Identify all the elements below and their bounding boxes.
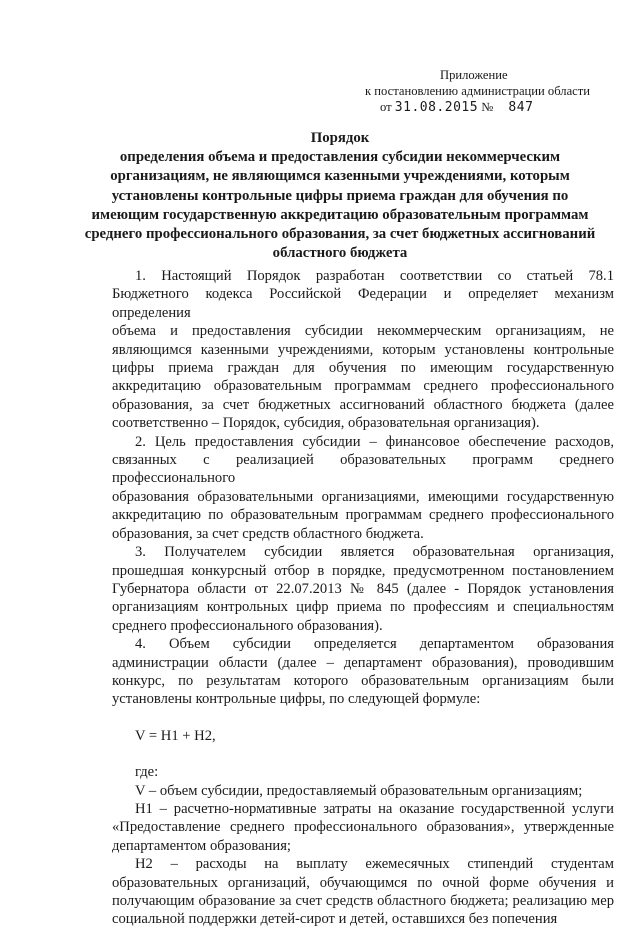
definition [112,800,614,855]
paragraph-line: цифры приема граждан для обучения по имеющим государственную [112,360,614,377]
title-line: областного бюджета [272,245,408,262]
paragraph-line: 2. Цель предоставления субсидии – финансовое обеспечение расходов, [135,433,614,450]
paragraph [112,543,614,635]
where-label: где: [135,764,159,781]
definition-line: V – объем субсидии, предоставляемый образовательным организациям; [135,782,583,799]
paragraph-line: образования образовательными организациями, имеющими государственную [112,488,614,505]
paragraph-line: Бюджетного кодекса Российской Федерации и определяет механизм определения [112,286,614,321]
definition [112,782,614,800]
number-sign: № [481,100,494,114]
paragraph-line: 4. Объем субсидии определяется департаментом образования [135,636,614,653]
resolution-number: 847 [508,100,534,115]
title-heading: Порядок [310,130,370,146]
resolution-date-line [300,99,590,116]
paragraph [112,267,614,433]
definition-line: получающим образование за счет средств областного бюджета; реализацию мер [112,893,614,909]
paragraph-line: аккредитацию образовательным программам среднего профессионального [112,378,614,395]
resolution-date: 31.08.2015 [394,100,479,115]
definition-line: социальной поддержки детей-сирот и детей, оставшихся без попечения [112,911,558,928]
paragraph-line: Губернатора области от 22.07.2013 № 845 (далее - Порядок установления [112,580,614,597]
numbered-paragraphs [112,267,614,709]
resolution-reference: к постановлению администрации области [365,84,590,98]
paragraph-line: являющимся казенными учреждениями, которым установлены контрольные [112,341,614,358]
appendix-header [300,67,590,116]
paragraph-line: установлены контрольные цифры, по следующей формуле: [112,691,481,708]
paragraph-line: соответственно – Порядок, субсидия, образовательная организация). [112,415,540,432]
paragraph-line: объема и предоставления субсидии некоммерческим организациям, не [112,323,614,340]
document-body [112,267,614,929]
title-line: определения объема и предоставления субсидии некоммерческим [119,149,561,166]
paragraph-line: прошедшая конкурсный отбор в порядке, предусмотренном постановлением [112,562,614,579]
appendix-label: Приложение [440,68,508,82]
title-line: имеющим государственную аккредитацию образовательным программам [91,206,589,223]
definition-line: департаментом образования; [112,837,291,854]
definition-line: H2 – расходы на выплату ежемесячных стипендий студентам [135,856,614,873]
paragraph-line: образования, за счет бюджетных ассигнований областного бюджета (далее [112,396,614,413]
paragraph-line: аккредитацию по образовательным программам среднего профессионального [112,507,614,524]
paragraph [112,433,614,543]
paragraph-line: связанных с реализацией образовательных программ среднего профессионального [112,452,614,487]
definition [112,855,614,929]
paragraph-line: конкурс, по результатам которого образовательным организациям были [112,672,614,689]
definition-line: образовательных организаций, обучающимся по очной форме обучения и [112,874,614,891]
title-line: организациям, не являющимся казенными учреждениями, которым [110,168,570,185]
paragraph-line: среднего профессионального образования). [112,617,383,634]
document-title [70,129,610,263]
paragraph-line: образования, за счет средств областного бюджета. [112,525,424,542]
definitions-list [112,782,614,929]
paragraph [112,635,614,709]
formula: V = H1 + H2, [135,727,216,744]
from-prefix: от [380,100,392,114]
paragraph-line: 3. Получателем субсидии является образовательная организация, [135,544,614,561]
paragraph-line: администрации области (далее – департамент образования), проводившим [112,654,614,671]
title-line: среднего профессионального образования, за счет бюджетных ассигнований [84,226,596,243]
paragraph-line: 1. Настоящий Порядок разработан соответствии со статьей 78.1 [135,268,614,284]
definition-line: «Предоставление среднего профессионального образования», утвержденные [112,819,614,836]
paragraph-line: организациям контрольных цифр приема по профессиям и специальностям [112,599,614,616]
title-line: установлены контрольные цифры приема граждан для обучения по [111,187,569,204]
definition-line: H1 – расчетно-нормативные затраты на оказание государственной услуги [135,800,614,817]
